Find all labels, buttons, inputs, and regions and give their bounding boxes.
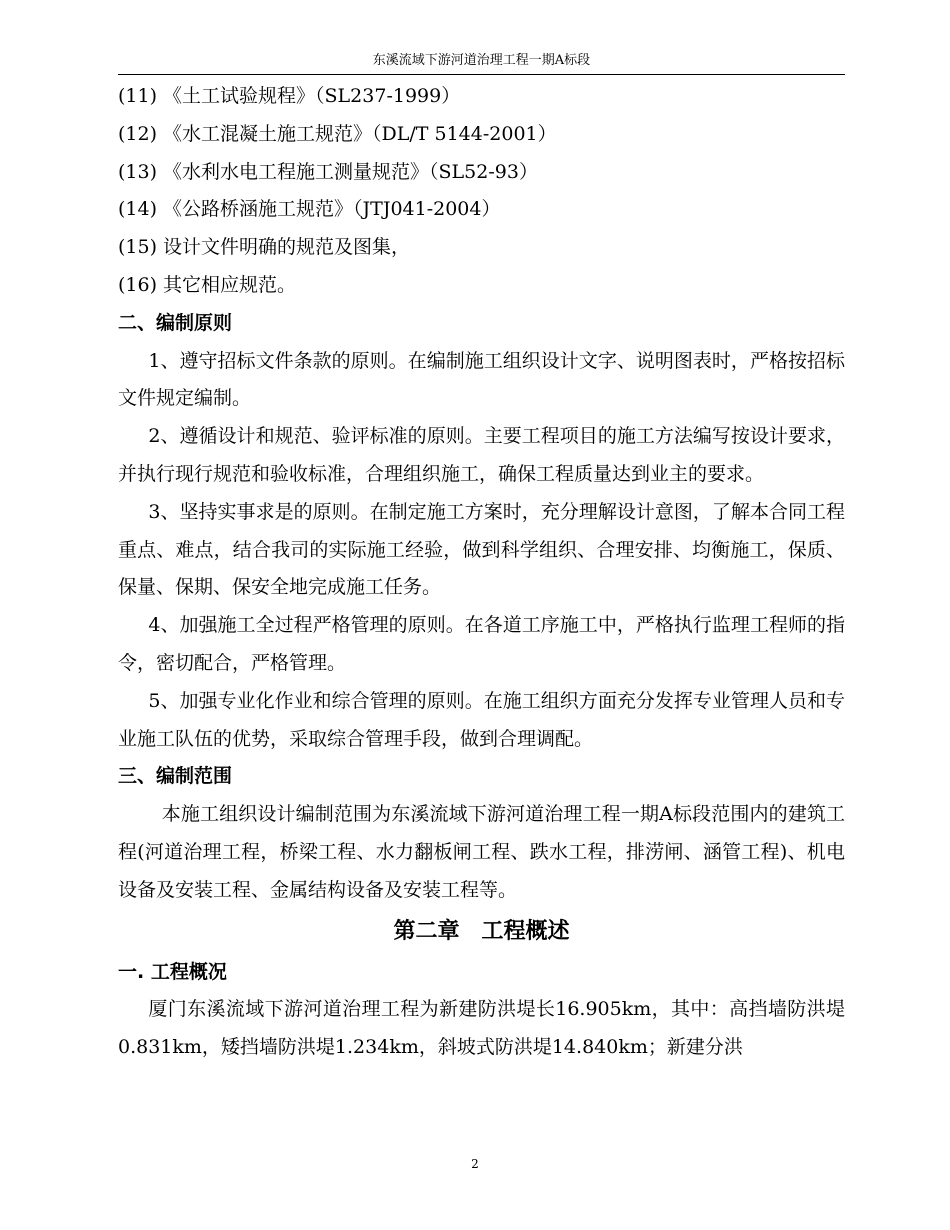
chapter-title: 第二章 工程概述 [393, 918, 570, 944]
section-heading-overview: 一. 工程概况 [118, 960, 227, 983]
standard-item-13: (13) 《水利水电工程施工测量规范》（SL52-93） [118, 160, 538, 183]
page-header [118, 50, 845, 75]
principle-paragraph-1: 1、遵守招标文件条款的原则。在编制施工组织设计文字、说明图表时，严格按招标文件规定编制。 [118, 349, 845, 410]
section-heading-scope: 三、编制范围 [118, 765, 233, 788]
principle-paragraph-3: 3、坚持实事求是的原则。在制定施工方案时，充分理解设计意图，了解本合同工程重点、难点，结合我司的实际施工经验，做到科学组织、合理安排、均衡施工，保质、保量、保期、保安全地完成施工任务。 [118, 500, 845, 599]
page-number: 2 [471, 1157, 479, 1171]
scope-paragraph: 本施工组织设计编制范围为东溪流域下游河道治理工程一期A标段范围内的建筑工程(河道治理工程，桥梁工程、水力翻板闸工程、跌水工程，排涝闸、涵管工程)、机电设备及安装工程、金属结构设备及安装工程等。 [118, 803, 845, 901]
header-title: 东溪流域下游河道治理工程一期A标段 [372, 53, 591, 68]
principle-paragraph-5: 5、加强专业化作业和综合管理的原则。在施工组织方面充分发挥专业管理人员和专业施工队伍的优势，采取综合管理手段，做到合理调配。 [118, 689, 845, 750]
overview-paragraph: 厦门东溪流域下游河道治理工程为新建防洪堤长16.905km，其中：高挡墙防洪堤0.831km，矮挡墙防洪堤1.234km，斜坡式防洪堤14.840km；新建分洪 [118, 998, 845, 1059]
standard-item-15: (15) 设计文件明确的规范及图集， [118, 236, 411, 259]
standard-item-14: (14) 《公路桥涵施工规范》（JTJ041-2004） [118, 198, 501, 221]
standard-item-16: (16) 其它相应规范。 [118, 273, 297, 296]
standard-item-12: (12) 《水工混凝土施工规范》（DL/T 5144-2001） [118, 122, 557, 145]
document-body [118, 78, 845, 1067]
principle-paragraph-4: 4、加强施工全过程严格管理的原则。在各道工序施工中，严格执行监理工程师的指令，密切配合，严格管理。 [118, 614, 845, 674]
standard-item-11: (11) 《土工试验规程》（SL237-1999） [118, 85, 461, 107]
section-heading-principles: 二、编制原则 [118, 311, 233, 334]
principle-paragraph-2: 2、遵循设计和规范、验评标准的原则。主要工程项目的施工方法编写按设计要求，并执行现行规范和验收标准，合理组织施工，确保工程质量达到业主的要求。 [118, 425, 845, 485]
page-footer [0, 1157, 950, 1171]
